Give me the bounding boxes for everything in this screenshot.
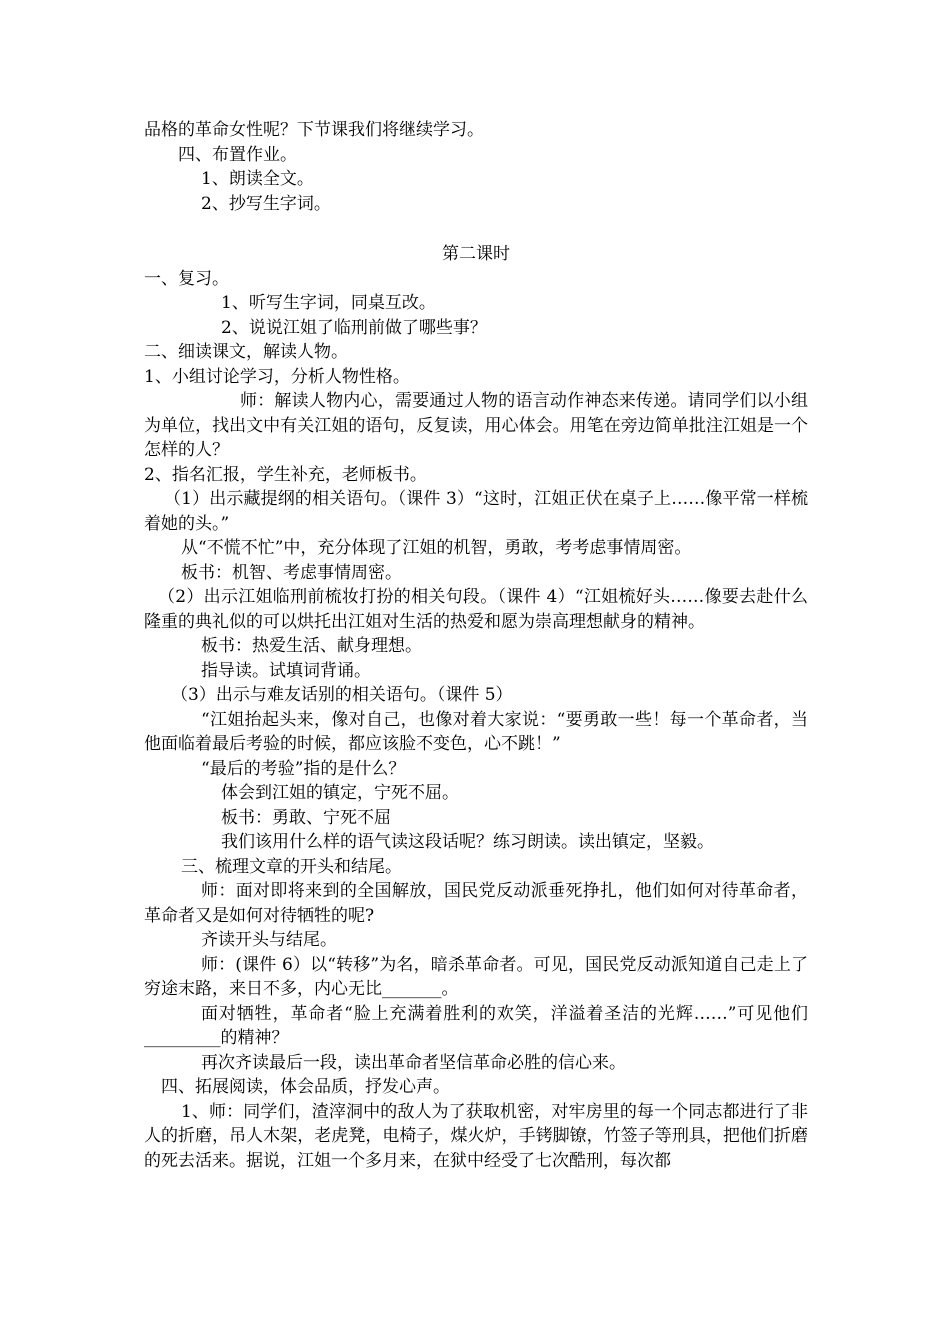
board-note: 板书：机智、考虑事情周密。 (181, 562, 402, 583)
paragraph: 师：面对即将来到的全国解放，国民党反动派垂死挣扎，他们如何对待革命者，革命者又是如何对待牺牲的呢? (144, 881, 808, 926)
text-line: 再次齐读最后一段，读出革命者坚信革命必胜的信心来。 (201, 1052, 626, 1073)
blank-line (144, 216, 808, 242)
list-item: 1、听写生字词，同桌互改。 (221, 293, 436, 313)
section-heading: 四、布置作业。 (178, 144, 297, 165)
paragraph: （2）出示江姐临刑前梳妆打扮的相关句段。（课件 4）“江姐梳好头……像要去赴什么隆重的典礼似的可以烘托出江姐对生活的热爱和愿为崇高理想献身的精神。 (144, 587, 808, 632)
paragraph: 师：解读人物内心，需要通过人物的语言动作神态来传递。请同学们以小组为单位，找出文中有关江姐的语句，反复读，用心体会。用笔在旁边简单批注江姐是一个怎样的人？ (144, 391, 808, 460)
paragraph: “江姐抬起头来，像对自己，也像对着大家说：“要勇敢一些！每一个革命者，当他面临着最后考验的时候，都应该脸不变色，心不跳！” (144, 709, 808, 754)
text-line: “最后的考验”指的是什么？ (201, 758, 406, 779)
section-heading: 四、拓展阅读，体会品质，抒发心声。 (161, 1077, 450, 1097)
list-item: 2、抄写生字词。 (201, 193, 331, 214)
text-line: （3）出示与难友话别的相关语句。（课件 5） (171, 685, 513, 705)
section-heading: 三、梳理文章的开头和结尾。 (181, 856, 402, 877)
section-heading: 一、复习。 (144, 268, 229, 289)
text-line: 我们该用什么样的语气读这段话呢？练习朗读。读出镇定，坚毅。 (221, 832, 714, 852)
text-line: 从“不慌不忙”中，充分体现了江姐的机智，勇敢，考考虑事情周密。 (181, 538, 692, 558)
paragraph: 1、师：同学们，渣滓洞中的敌人为了获取机密，对牢房里的每一个同志都进行了非人的折磨，吊人木架，老虎凳，电椅子，煤火炉，手铐脚镣，竹签子等刑具，把他们折磨的死去活来。据说，江姐一个多月来，在狱中经受了七次酷刑，每次都 (144, 1101, 808, 1171)
list-item: 2、说说江姐了临刑前做了哪些事？ (221, 317, 487, 338)
board-note: 板书：热爱生活、献身理想。 (201, 636, 422, 656)
board-note: 板书：勇敢、宁死不屈 (221, 807, 391, 828)
paragraph: （1）出示藏提纲的相关语句。（课件 3）“这时，江姐正伏在桌子上……像平常一样梳着她的头。” (144, 489, 808, 534)
document-body (144, 118, 808, 1173)
text-line: 指导读。试填词背诵。 (201, 660, 371, 681)
section-heading: 二、细读课文，解读人物。 (144, 342, 348, 362)
paragraph: 师：(课件 6）以“转移”为名，暗杀革命者。可见，国民党反动派知道自己走上了穷途末路，来日不多，内心无比_______。 (144, 954, 808, 999)
lesson-title: 第二课时 (442, 244, 510, 264)
list-item: 1、朗读全文。 (201, 169, 314, 189)
text-line: 齐读开头与结尾。 (201, 930, 337, 950)
sub-heading: 2、指名汇报，学生补充，老师板书。 (144, 464, 427, 485)
sub-heading: 1、小组讨论学习，分析人物性格。 (144, 366, 410, 387)
paragraph: 面对牺牲，革命者“脸上充满着胜利的欢笑，洋溢着圣洁的光辉……”可见他们_________的精神？ (144, 1003, 808, 1048)
text-line: 品格的革命女性呢？下节课我们将继续学习。 (144, 120, 484, 140)
text-line: 体会到江姐的镇定，宁死不屈。 (221, 783, 459, 803)
